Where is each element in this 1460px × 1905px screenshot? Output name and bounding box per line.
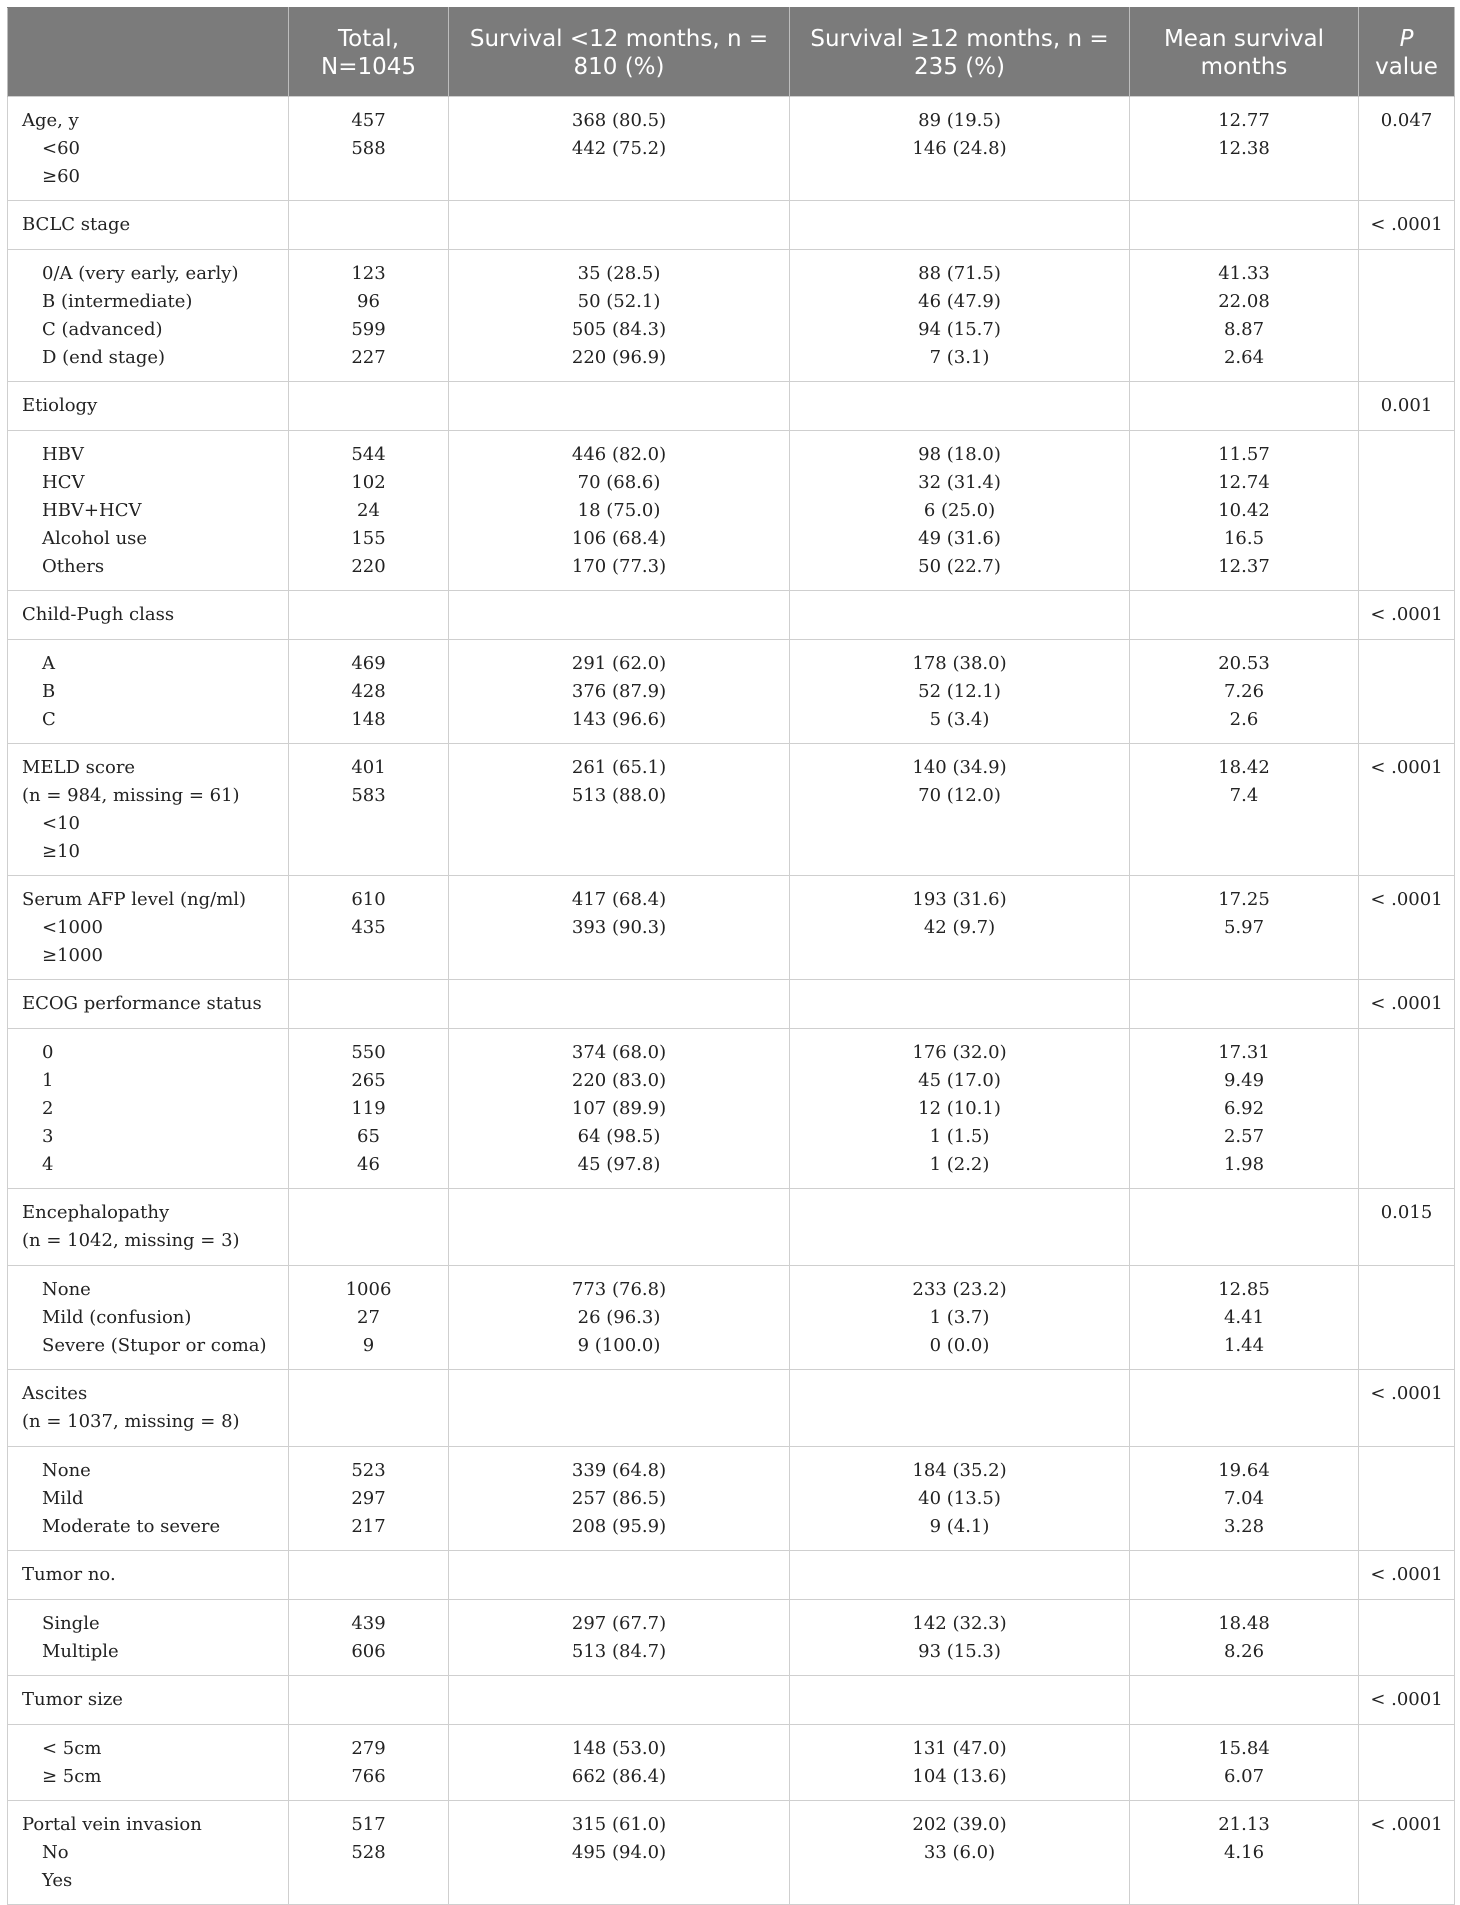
- mean-cell: 20.53 7.26 2.6: [1130, 640, 1359, 744]
- total-cell: 123 96 599 227: [289, 250, 449, 382]
- row-label-line: <60: [42, 138, 80, 159]
- row-label: 0/A (very early, early) B (intermediate) C (advanced) D (end stage): [8, 250, 289, 382]
- row-label: Tumor no.: [8, 1551, 289, 1600]
- mean-cell: 17.25 5.97: [1130, 876, 1359, 980]
- total-cell: 279 766: [289, 1725, 449, 1801]
- ge12-cell: 178 (38.0) 52 (12.1) 5 (3.4): [790, 640, 1130, 744]
- table-row-childpugh: [8, 640, 1455, 744]
- lt12-cell: 297 (67.7) 513 (84.7): [449, 1600, 790, 1676]
- header-total: Total, N=1045: [289, 8, 449, 97]
- ge12-cell: 140 (34.9) 70 (12.0): [790, 744, 1130, 876]
- table-row-tumorno-header: [8, 1551, 1455, 1600]
- ge12-cell: 142 (32.3) 93 (15.3): [790, 1600, 1130, 1676]
- ge12-cell: 233 (23.2) 1 (3.7) 0 (0.0): [790, 1266, 1130, 1370]
- total-cell: 469 428 148: [289, 640, 449, 744]
- ge12-cell: 176 (32.0) 45 (17.0) 12 (10.1) 1 (1.5) 1 (2.2): [790, 1029, 1130, 1189]
- mean-cell: 19.64 7.04 3.28: [1130, 1447, 1359, 1551]
- p-value-cell: < .0001: [1359, 201, 1455, 250]
- p-value-cell: < .0001: [1359, 1801, 1455, 1905]
- row-label: < 5cm ≥ 5cm: [8, 1725, 289, 1801]
- total-cell: 610 435: [289, 876, 449, 980]
- mean-cell: 15.84 6.07: [1130, 1725, 1359, 1801]
- header-survival-lt12: Survival <12 months, n = 810 (%): [449, 8, 790, 97]
- lt12-cell: 291 (62.0) 376 (87.9) 143 (96.6): [449, 640, 790, 744]
- row-label: Tumor size: [8, 1676, 289, 1725]
- p-value-cell: < .0001: [1359, 876, 1455, 980]
- p-value-cell: < .0001: [1359, 1551, 1455, 1600]
- total-cell: 439 606: [289, 1600, 449, 1676]
- table-row-ecog-header: [8, 980, 1455, 1029]
- table-row-afp: [8, 876, 1455, 980]
- ge12-cell: 131 (47.0) 104 (13.6): [790, 1725, 1130, 1801]
- row-label-line: Age, y: [22, 110, 79, 131]
- lt12-cell: 148 (53.0) 662 (86.4): [449, 1725, 790, 1801]
- row-label: [8, 97, 289, 201]
- lt12-cell: 446 (82.0) 70 (68.6) 18 (75.0) 106 (68.4) 170 (77.3): [449, 431, 790, 591]
- row-label: None Mild (confusion) Severe (Stupor or coma): [8, 1266, 289, 1370]
- total-cell: 544 102 24 155 220: [289, 431, 449, 591]
- lt12-cell: 339 (64.8) 257 (86.5) 208 (95.9): [449, 1447, 790, 1551]
- row-label: HBV HCV HBV+HCV Alcohol use Others: [8, 431, 289, 591]
- row-label: ECOG performance status: [8, 980, 289, 1029]
- mean-cell: 12.77 12.38: [1130, 97, 1359, 201]
- row-label-line: ≥60: [42, 166, 80, 187]
- row-label: Serum AFP level (ng/ml) <1000 ≥1000: [8, 876, 289, 980]
- lt12-cell: 315 (61.0) 495 (94.0): [449, 1801, 790, 1905]
- total-cell: 401 583: [289, 744, 449, 876]
- total-cell: 517 528: [289, 1801, 449, 1905]
- mean-cell: 18.48 8.26: [1130, 1600, 1359, 1676]
- table-row-ecog: [8, 1029, 1455, 1189]
- table-row-pvi: [8, 1801, 1455, 1905]
- total-cell: 523 297 217: [289, 1447, 449, 1551]
- header-p-letter: P: [1399, 26, 1414, 52]
- p-value-cell: < .0001: [1359, 1676, 1455, 1725]
- table-row-etiology-header: [8, 382, 1455, 431]
- row-label: A B C: [8, 640, 289, 744]
- ge12-cell: 184 (35.2) 40 (13.5) 9 (4.1): [790, 1447, 1130, 1551]
- row-label: MELD score (n = 984, missing = 61) <10 ≥10: [8, 744, 289, 876]
- header-survival-ge12: Survival ≥12 months, n = 235 (%): [790, 8, 1130, 97]
- row-label: None Mild Moderate to severe: [8, 1447, 289, 1551]
- mean-cell: 41.33 22.08 8.87 2.64: [1130, 250, 1359, 382]
- header-mean-survival: Mean survival months: [1130, 8, 1359, 97]
- row-label: Child-Pugh class: [8, 591, 289, 640]
- p-value-cell: < .0001: [1359, 1370, 1455, 1447]
- table-row-age: [8, 97, 1455, 201]
- lt12-cell: 368 (80.5) 442 (75.2): [449, 97, 790, 201]
- row-label: Portal vein invasion No Yes: [8, 1801, 289, 1905]
- total-cell: 1006 27 9: [289, 1266, 449, 1370]
- p-value-cell: < .0001: [1359, 591, 1455, 640]
- lt12-cell: 261 (65.1) 513 (88.0): [449, 744, 790, 876]
- row-label: Encephalopathy (n = 1042, missing = 3): [8, 1189, 289, 1266]
- table-row-meld: [8, 744, 1455, 876]
- total-cell: 457 588: [289, 97, 449, 201]
- table-row-bclc-header: [8, 201, 1455, 250]
- p-value-cell: < .0001: [1359, 980, 1455, 1029]
- ge12-cell: 98 (18.0) 32 (31.4) 6 (25.0) 49 (31.6) 50 (22.7): [790, 431, 1130, 591]
- lt12-cell: 374 (68.0) 220 (83.0) 107 (89.9) 64 (98.5) 45 (97.8): [449, 1029, 790, 1189]
- row-label: Single Multiple: [8, 1600, 289, 1676]
- header-variable: [8, 8, 289, 97]
- table-row-ascites-header: [8, 1370, 1455, 1447]
- lt12-cell: 773 (76.8) 26 (96.3) 9 (100.0): [449, 1266, 790, 1370]
- mean-cell: 11.57 12.74 10.42 16.5 12.37: [1130, 431, 1359, 591]
- ge12-cell: 193 (31.6) 42 (9.7): [790, 876, 1130, 980]
- lt12-cell: 35 (28.5) 50 (52.1) 505 (84.3) 220 (96.9): [449, 250, 790, 382]
- header-p-value: [1359, 8, 1455, 97]
- row-label: 0 1 2 3 4: [8, 1029, 289, 1189]
- header-p-word: value: [1375, 54, 1438, 80]
- mean-cell: 17.31 9.49 6.92 2.57 1.98: [1130, 1029, 1359, 1189]
- table-row-ascites: [8, 1447, 1455, 1551]
- total-cell: 550 265 119 65 46: [289, 1029, 449, 1189]
- table-row-childpugh-header: [8, 591, 1455, 640]
- mean-cell: 21.13 4.16: [1130, 1801, 1359, 1905]
- ge12-cell: 88 (71.5) 46 (47.9) 94 (15.7) 7 (3.1): [790, 250, 1130, 382]
- row-label: BCLC stage: [8, 201, 289, 250]
- p-value-cell: 0.047: [1359, 97, 1455, 201]
- survival-table: [7, 7, 1455, 1905]
- header-row: [8, 8, 1455, 97]
- table-row-tumorno: [8, 1600, 1455, 1676]
- mean-cell: 18.42 7.4: [1130, 744, 1359, 876]
- table-row-tumorsize-header: [8, 1676, 1455, 1725]
- table-row-bclc: [8, 250, 1455, 382]
- table-row-enceph: [8, 1266, 1455, 1370]
- table-row-tumorsize: [8, 1725, 1455, 1801]
- ge12-cell: 89 (19.5) 146 (24.8): [790, 97, 1130, 201]
- row-label: Ascites (n = 1037, missing = 8): [8, 1370, 289, 1447]
- table-row-enceph-header: [8, 1189, 1455, 1266]
- lt12-cell: 417 (68.4) 393 (90.3): [449, 876, 790, 980]
- mean-cell: 12.85 4.41 1.44: [1130, 1266, 1359, 1370]
- row-label: Etiology: [8, 382, 289, 431]
- p-value-cell: 0.001: [1359, 382, 1455, 431]
- p-value-cell: 0.015: [1359, 1189, 1455, 1266]
- ge12-cell: 202 (39.0) 33 (6.0): [790, 1801, 1130, 1905]
- p-value-cell: < .0001: [1359, 744, 1455, 876]
- table-row-etiology: [8, 431, 1455, 591]
